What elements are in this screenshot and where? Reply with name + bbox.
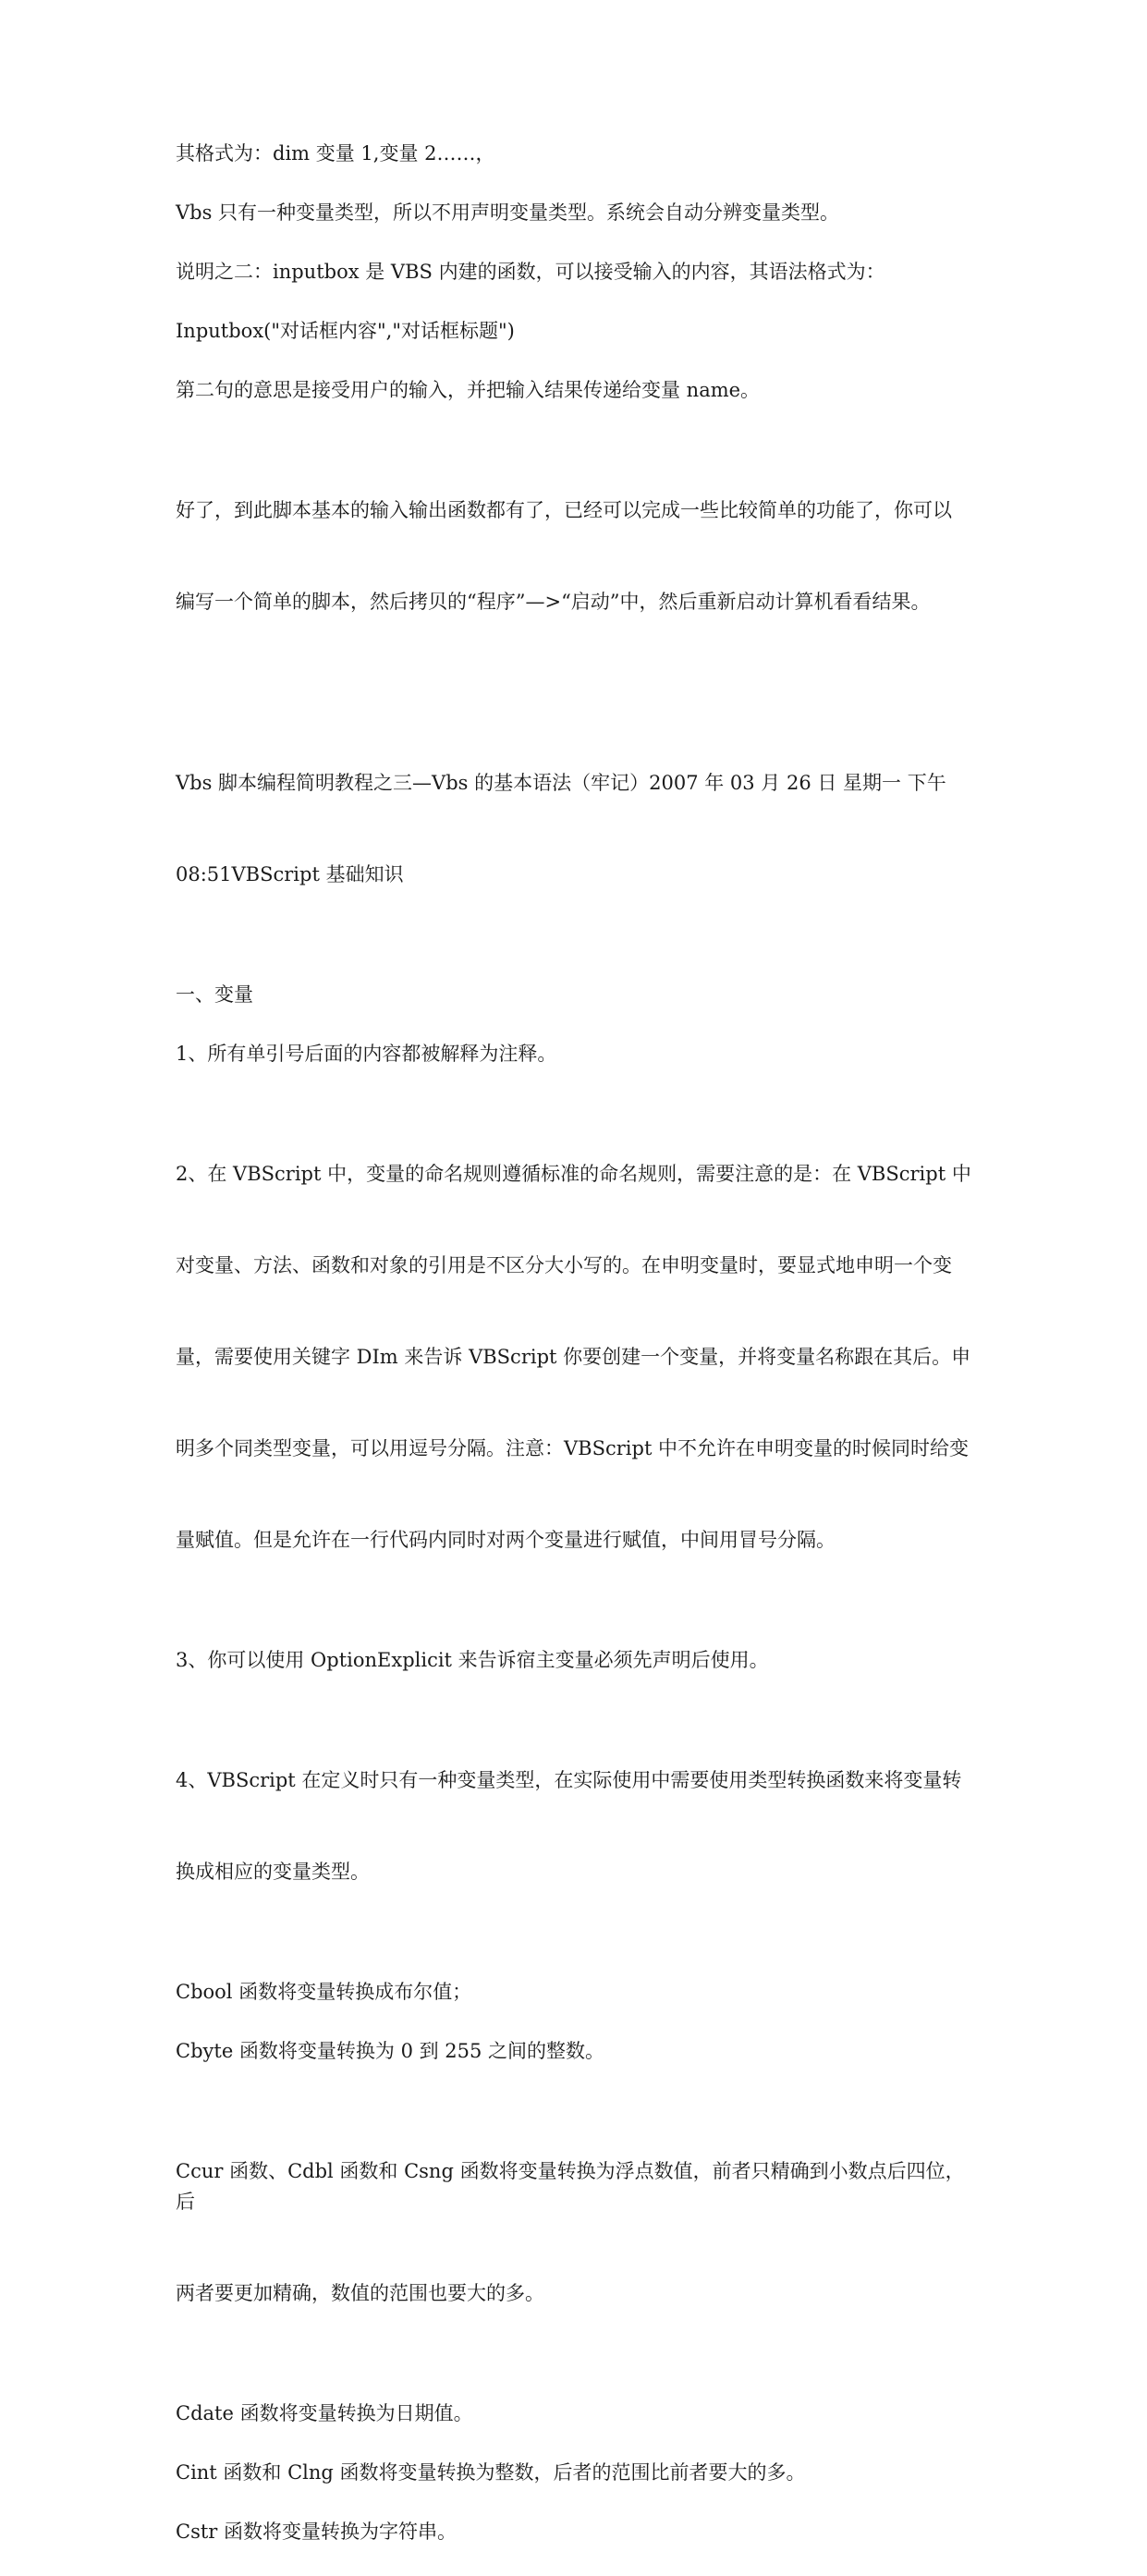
text-line: Cbyte 函数将变量转换为 0 到 255 之间的整数。: [176, 2040, 605, 2062]
paragraph: [176, 257, 980, 287]
paragraph: [176, 2036, 980, 2067]
text-line: 量，需要使用关键字 DIm 来告诉 VBScript 你要创建一个变量，并将变量名称跟在其后。申: [176, 1346, 971, 1368]
paragraph: [176, 1039, 980, 1069]
text-line: 第二句的意思是接受用户的输入，并把输入结果传递给变量 name。: [176, 379, 761, 401]
text-line: 一、变量: [176, 983, 253, 1006]
paragraph: [176, 1645, 980, 1676]
text-line: Cbool 函数将变量转换成布尔值；: [176, 1981, 472, 2003]
text-line: Vbs 脚本编程简明教程之三—Vbs 的基本语法（牢记）2007 年 03 月 26 日 星期一 下午: [176, 772, 946, 794]
text-line: 好了，到此脚本基本的输入输出函数都有了，已经可以完成一些比较简单的功能了，你可以: [176, 499, 952, 521]
paragraph: [176, 2399, 980, 2429]
paragraph: [176, 316, 980, 347]
text-line: 3、你可以使用 OptionExplicit 来告诉宿主变量必须先声明后使用。: [176, 1649, 769, 1671]
text-line: Vbs 只有一种变量类型，所以不用声明变量类型。系统会自动分辨变量类型。: [176, 201, 840, 224]
text-line: 两者要更加精确，数值的范围也要大的多。: [176, 2282, 544, 2304]
paragraph: [176, 2458, 980, 2488]
text-line: 说明之二：inputbox 是 VBS 内建的函数，可以接受输入的内容，其语法格式为：: [176, 261, 885, 283]
paragraph: [176, 434, 980, 678]
text-line: 换成相应的变量类型。: [176, 1861, 370, 1883]
paragraph: [176, 1098, 980, 1617]
text-line: 4、VBScript 在定义时只有一种变量类型，在实际使用中需要使用类型转换函数来将变量转: [176, 1769, 962, 1791]
text-line: 2、在 VBScript 中，变量的命名规则遵循标准的命名规则，需要注意的是：在 VBScript 中: [176, 1163, 971, 1185]
text-line: Cint 函数和 Clng 函数将变量转换为整数，后者的范围比前者要大的多。: [176, 2461, 806, 2484]
text-line: 对变量、方法、函数和对象的引用是不区分大小写的。在申明变量时，要显式地申明一个变: [176, 1254, 952, 1276]
paragraph: [176, 2095, 980, 2370]
section-heading: [176, 707, 980, 951]
subsection-heading: [176, 980, 980, 1010]
text-line: 量赋值。但是允许在一行代码内同时对两个变量进行赋值，中间用冒号分隔。: [176, 1529, 836, 1551]
text-line: Cdate 函数将变量转换为日期值。: [176, 2402, 473, 2424]
text-line: 明多个同类型变量，可以用逗号分隔。注意：VBScript 中不允许在申明变量的时候同时给变: [176, 1437, 970, 1459]
paragraph: [176, 1704, 980, 1948]
text-line: Inputbox("对话框内容","对话框标题"): [176, 320, 515, 342]
document-body: [176, 139, 980, 2576]
text-line: 其格式为：dim 变量 1,变量 2……，: [176, 142, 495, 165]
paragraph: [176, 139, 980, 169]
paragraph: [176, 375, 980, 406]
text-line: 1、所有单引号后面的内容都被解释为注释。: [176, 1043, 557, 1065]
paragraph: [176, 2517, 980, 2547]
paragraph: [176, 198, 980, 228]
text-line: Cstr 函数将变量转换为字符串。: [176, 2521, 457, 2543]
text-line: Ccur 函数、Cdbl 函数和 Csng 函数将变量转换为浮点数值，前者只精确到小数点后四位，后: [176, 2160, 965, 2213]
text-line: 编写一个简单的脚本，然后拷贝的“程序”—>“启动”中，然后重新启动计算机看看结果。: [176, 591, 931, 613]
text-line: 08:51VBScript 基础知识: [176, 863, 404, 885]
paragraph: [176, 1977, 980, 2008]
